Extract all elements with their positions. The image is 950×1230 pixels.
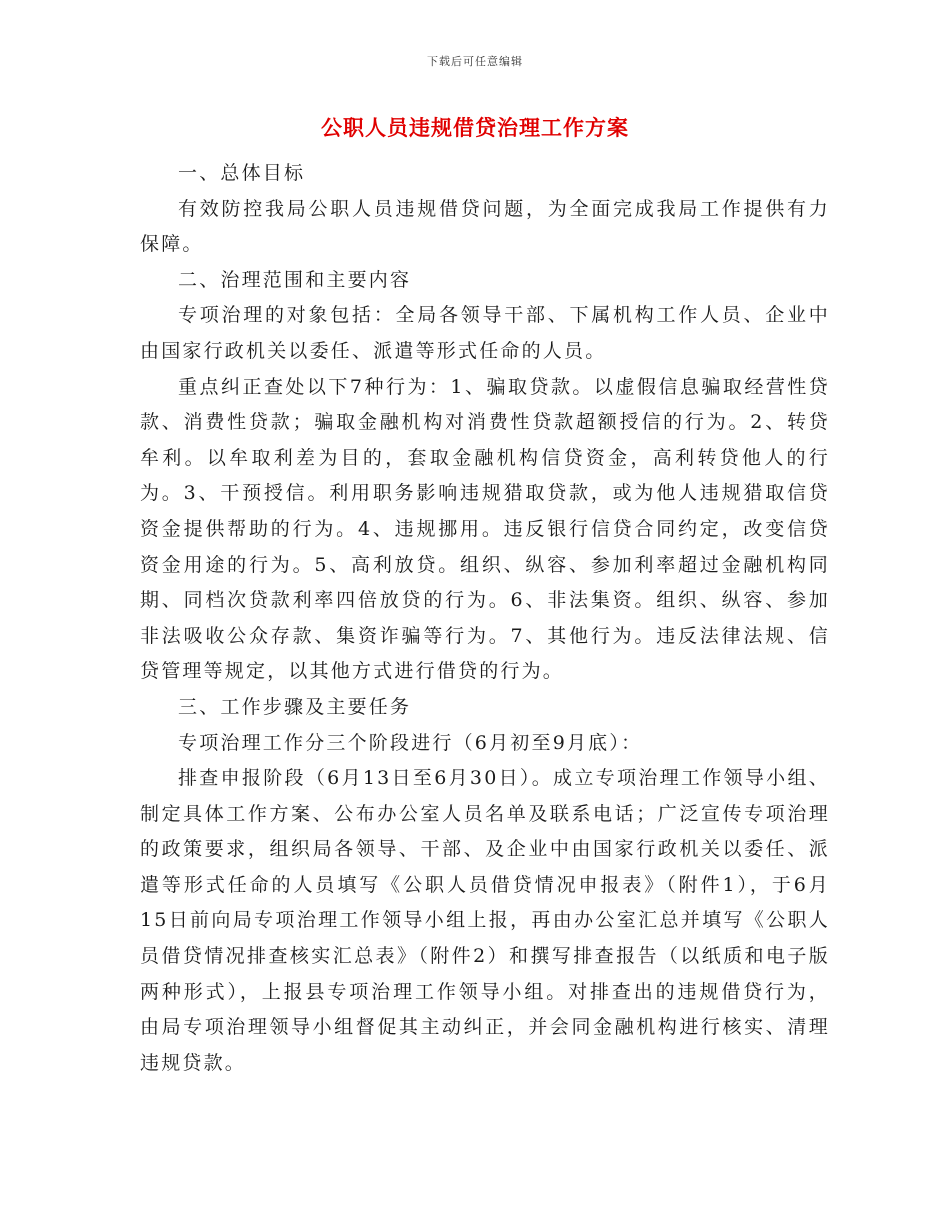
document-title: 公职人员违规借贷治理工作方案 [321, 116, 629, 140]
header-note: 下载后可任意编辑 [427, 55, 523, 68]
paragraph-goal: 有效防控我局公职人员违规借贷问题，为全面完成我局工作提供有力保障。 [140, 197, 830, 256]
section-heading-scope: 二、治理范围和主要内容 [178, 268, 412, 291]
paragraph-steps-screening: 排查申报阶段（6月13日至6月30日）。成立专项治理工作领导小组、制定具体工作方案、公布办公室人员名单及联系电话；广泛宣传专项治理的政策要求，组织局各领导、干部、及企业中由国家行政机关以委任、派遣等形式任命的人员填写《公职人员借贷情况申报表》（附件1），于6月15日前向局专项治理工作领导小组上报，再由办公室汇总并填写《公职人员借贷情况排查核实汇总表》（附件2）和撰写排查报告（以纸质和电子版两种形式），上报县专项治理工作领导小组。对排查出的违规借贷行为，由局专项治理领导小组督促其主动纠正，并会同金融机构进行核实、清理违规贷款。 [140, 767, 830, 1074]
paragraph-scope-targets: 专项治理的对象包括：全局各领导干部、下属机构工作人员、企业中由国家行政机关以委任、派遣等形式任命的人员。 [140, 304, 830, 362]
paragraph-steps-phases: 专项治理工作分三个阶段进行（6月初至9月底）： [178, 731, 643, 754]
paragraph-scope-behaviors: 重点纠正查处以下7种行为：1、骗取贷款。以虚假信息骗取经营性贷款、消费性贷款；骗取金融机构对消费性贷款超额授信的行为。2、转贷牟利。以牟取利差为目的，套取金融机构信贷资金，高利转贷他人的行为。3、干预授信。利用职务影响违规猎取贷款，或为他人违规猎取信贷资金提供帮助的行为。4、违规挪用。违反银行信贷合同约定，改变信贷资金用途的行为。5、高利放贷。组织、纵容、参加利率超过金融机构同期、同档次贷款利率四倍放贷的行为。6、非法集资。组织、纵容、参加非法吸收公众存款、集资诈骗等行为。7、其他行为。违反法律法规、信贷管理等规定，以其他方式进行借贷的行为。 [140, 375, 830, 683]
section-heading-steps: 三、工作步骤及主要任务 [178, 695, 412, 718]
section-heading-goal: 一、总体目标 [178, 162, 306, 184]
document-body [140, 156, 830, 1081]
